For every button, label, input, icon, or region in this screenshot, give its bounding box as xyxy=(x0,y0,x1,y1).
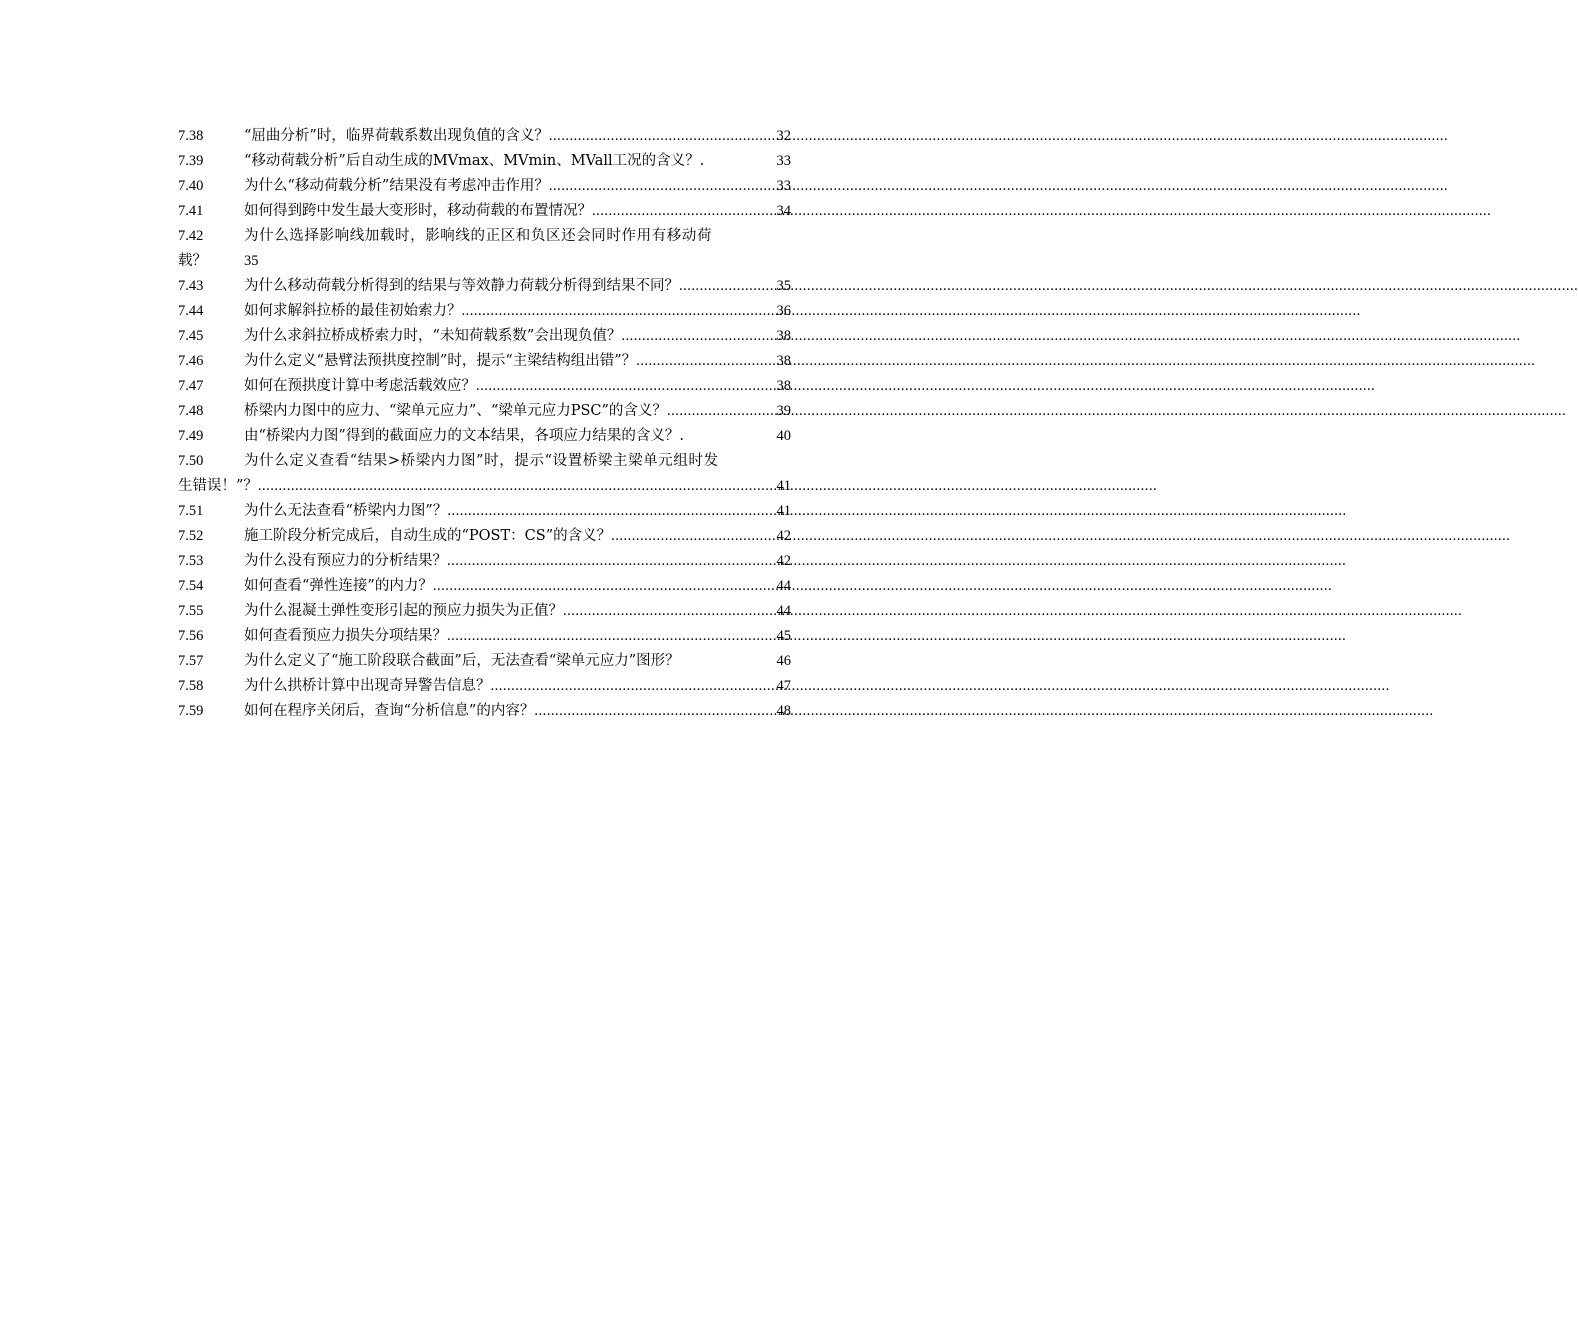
toc-entry-7-51[interactable] xyxy=(178,499,791,524)
toc-leader-dots xyxy=(447,549,777,574)
toc-number: 7.47 xyxy=(178,378,204,394)
toc-number: 7.50 xyxy=(178,453,204,469)
toc-leader-dots xyxy=(563,599,777,624)
toc-leader-dots xyxy=(549,174,777,199)
toc-title: 为什么移动荷载分析得到的结果与等效静力荷载分析得到结果不同？ xyxy=(244,278,679,294)
toc-number: 7.40 xyxy=(178,178,204,194)
toc-page-number: 35 xyxy=(776,278,791,294)
toc-leader-dots xyxy=(447,499,776,524)
toc-entry-7-57[interactable] xyxy=(178,649,791,674)
toc-title: 为什么“移动荷载分析”结果没有考虑冲击作用？ xyxy=(244,178,549,194)
toc-leader-dots xyxy=(592,199,777,224)
toc-title: 为什么拱桥计算中出现奇异警告信息？ xyxy=(244,678,491,694)
toc-number: 7.53 xyxy=(178,553,204,569)
toc-number: 7.48 xyxy=(178,403,204,419)
toc-number: 7.45 xyxy=(178,328,204,344)
toc-page-number: 32 xyxy=(776,128,791,144)
toc-title: 为什么无法查看“桥梁内力图”？ xyxy=(244,503,448,519)
toc-leader-dots xyxy=(679,274,777,299)
toc-title-line2: 生错误！”？ xyxy=(178,478,258,494)
toc-title: 为什么定义了“施工阶段联合截面”后，无法查看“梁单元应力”图形？ xyxy=(244,653,680,669)
toc-title: 由“桥梁内力图”得到的截面应力的文本结果，各项应力结果的含义？. xyxy=(244,428,684,444)
toc-title-line2: 载？ xyxy=(178,253,207,269)
toc-page-number: 41 xyxy=(776,478,791,494)
toc-leader-dots xyxy=(621,324,776,349)
toc-title: 为什么没有预应力的分析结果？ xyxy=(244,553,447,569)
toc-number: 7.58 xyxy=(178,678,204,694)
toc-entry-7-46[interactable] xyxy=(178,349,791,374)
toc-title: 施工阶段分析完成后，自动生成的“POST：CS”的含义？ xyxy=(244,528,612,544)
toc-number: 7.46 xyxy=(178,353,204,369)
toc-number: 7.52 xyxy=(178,528,204,544)
toc-leader-dots xyxy=(636,349,776,374)
toc-leader-dots xyxy=(667,399,777,424)
toc-entry-7-42[interactable] xyxy=(178,224,791,274)
toc-number: 7.38 xyxy=(178,128,204,144)
toc-entry-7-53[interactable] xyxy=(178,549,791,574)
toc-title: 如何在程序关闭后，查询“分析信息”的内容？ xyxy=(244,703,535,719)
toc-entry-7-38[interactable] xyxy=(178,124,791,149)
toc-entry-7-55[interactable] xyxy=(178,599,791,624)
toc-number: 7.51 xyxy=(178,503,204,519)
toc-title: “屈曲分析”时，临界荷载系数出现负值的含义？ xyxy=(244,128,549,144)
toc-page-number: 41 xyxy=(776,503,791,519)
toc-entry-7-43[interactable] xyxy=(178,274,791,299)
toc-title: 桥梁内力图中的应力、“梁单元应力”、“梁单元应力PSC”的含义？ xyxy=(244,403,667,419)
toc-leader-dots xyxy=(462,299,777,324)
toc-page-number: 38 xyxy=(776,328,791,344)
toc-leader-dots xyxy=(549,124,777,149)
toc-page-number: 40 xyxy=(776,428,791,444)
toc-entry-7-48[interactable] xyxy=(178,399,791,424)
toc-leader-dots xyxy=(491,674,777,699)
toc-title-line1: 为什么选择影响线加载时，影响线的正区和负区还会同时作用有移动荷 xyxy=(244,228,713,244)
toc-page-number: 48 xyxy=(776,703,791,719)
toc-page-number: 44 xyxy=(776,578,791,594)
toc-entry-7-54[interactable] xyxy=(178,574,791,599)
toc-page-number: 38 xyxy=(776,353,791,369)
toc-leader-dots xyxy=(447,624,777,649)
toc-title: 为什么求斜拉桥成桥索力时，“未知荷载系数”会出现负值？ xyxy=(244,328,622,344)
toc-page-number: 47 xyxy=(776,678,791,694)
toc-entry-7-47[interactable] xyxy=(178,374,791,399)
toc-leader-dots xyxy=(433,574,777,599)
toc-entry-7-50[interactable] xyxy=(178,449,791,499)
toc-entry-7-52[interactable] xyxy=(178,524,791,549)
toc-number: 7.43 xyxy=(178,278,204,294)
toc-title: 如何得到跨中发生最大变形时，移动荷载的布置情况？ xyxy=(244,203,592,219)
toc-entry-7-58[interactable] xyxy=(178,674,791,699)
toc-entry-7-39[interactable] xyxy=(178,149,791,174)
toc-number: 7.59 xyxy=(178,703,204,719)
toc-page-number: 38 xyxy=(776,378,791,394)
toc-leader-dots xyxy=(611,524,776,549)
toc-entry-7-41[interactable] xyxy=(178,199,791,224)
toc-title: 如何查看“弹性连接”的内力？ xyxy=(244,578,433,594)
toc-number: 7.41 xyxy=(178,203,204,219)
toc-number: 7.55 xyxy=(178,603,204,619)
toc-page-number: 39 xyxy=(776,403,791,419)
toc-page-number: 45 xyxy=(776,628,791,644)
toc-number: 7.42 xyxy=(178,228,204,244)
toc-number: 7.39 xyxy=(178,153,204,169)
toc-entry-7-44[interactable] xyxy=(178,299,791,324)
toc-leader-dots xyxy=(476,374,777,399)
toc-page-number: 44 xyxy=(776,603,791,619)
toc-number: 7.49 xyxy=(178,428,204,444)
toc-page-number: 35 xyxy=(244,253,259,269)
toc-number: 7.57 xyxy=(178,653,204,669)
toc-page-number: 33 xyxy=(776,178,791,194)
toc-entry-7-45[interactable] xyxy=(178,324,791,349)
toc-title: “移动荷载分析”后自动生成的MVmax、MVmin、MVall工况的含义？. xyxy=(244,153,705,169)
toc-entry-7-59[interactable] xyxy=(178,699,791,724)
toc-leader-dots xyxy=(534,699,776,724)
table-of-contents xyxy=(178,124,791,724)
toc-title: 如何求解斜拉桥的最佳初始索力？ xyxy=(244,303,462,319)
toc-page-number: 33 xyxy=(776,153,791,169)
toc-entry-7-40[interactable] xyxy=(178,174,791,199)
toc-title: 为什么定义“悬臂法预拱度控制”时，提示“主梁结构组出错”？ xyxy=(244,353,637,369)
toc-leader-dots xyxy=(258,474,777,499)
toc-page-number: 42 xyxy=(776,528,791,544)
toc-page-number: 46 xyxy=(776,653,791,669)
toc-number: 7.56 xyxy=(178,628,204,644)
toc-page-number: 42 xyxy=(776,553,791,569)
toc-number: 7.54 xyxy=(178,578,204,594)
toc-entry-7-49[interactable] xyxy=(178,424,791,449)
toc-page-number: 36 xyxy=(776,303,791,319)
toc-entry-7-56[interactable] xyxy=(178,624,791,649)
toc-number: 7.44 xyxy=(178,303,204,319)
toc-page-number: 34 xyxy=(776,203,791,219)
toc-title: 如何在预拱度计算中考虑活载效应？ xyxy=(244,378,476,394)
toc-title: 如何查看预应力损失分项结果？ xyxy=(244,628,447,644)
toc-title: 为什么混凝土弹性变形引起的预应力损失为正值？ xyxy=(244,603,563,619)
toc-title-line1: 为什么定义查看“结果>桥梁内力图”时，提示“设置桥梁主梁单元组时发 xyxy=(244,453,719,469)
